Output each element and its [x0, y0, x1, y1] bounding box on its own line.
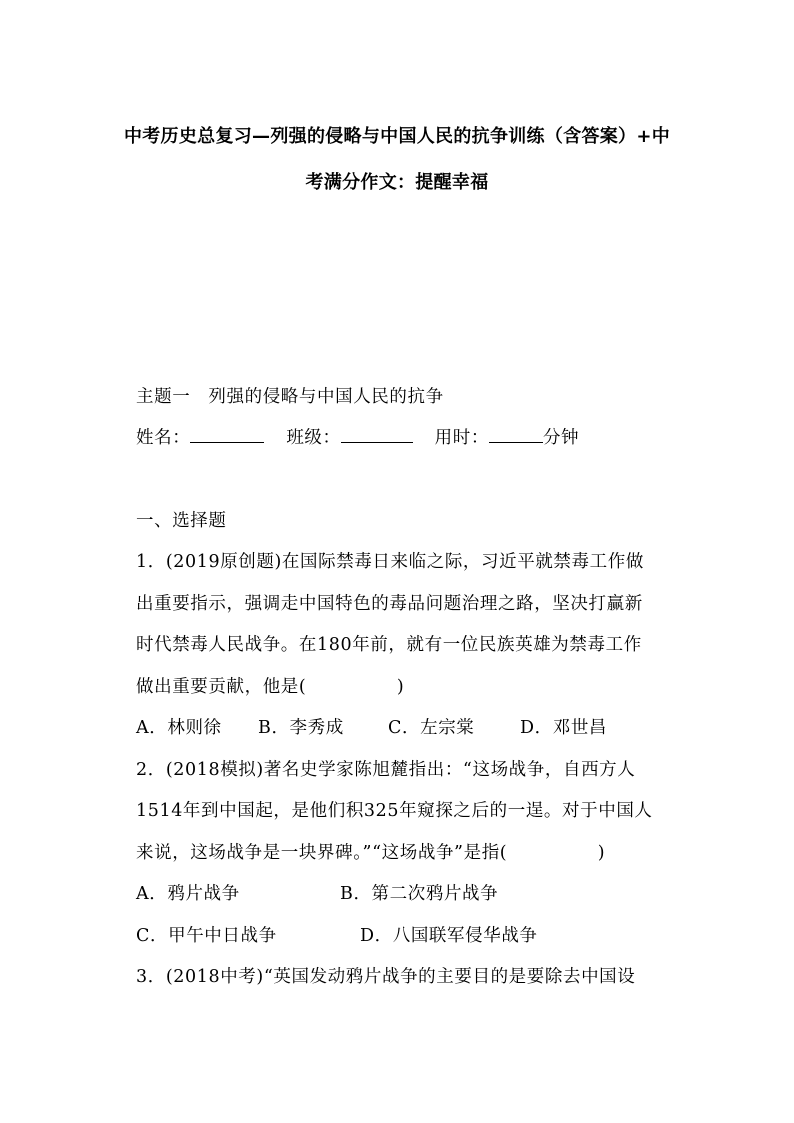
question-text-line: 出重要指示，强调走中国特色的毒品问题治理之路，坚决打赢新	[136, 594, 643, 614]
option-b[interactable]: B．李秀成	[258, 718, 344, 738]
topic-heading: 主题一 列强的侵略与中国人民的抗争	[136, 387, 444, 407]
time-unit: 分钟	[542, 428, 580, 448]
time-label: 用时：	[434, 428, 489, 448]
question-text-line: 1．(2019原创题)在国际禁毒日来临之际，习近平就禁毒工作做	[136, 552, 644, 572]
question-text-line: 3．(2018中考)“英国发动鸦片战争的主要目的是要除去中国设	[136, 967, 636, 987]
option-c[interactable]: C．甲午中日战争	[136, 926, 277, 946]
name-blank[interactable]	[190, 426, 264, 443]
name-label: 姓名：	[136, 428, 191, 448]
class-label: 班级：	[286, 428, 341, 448]
class-blank[interactable]	[341, 426, 413, 443]
question-text-line: 时代禁毒人民战争。在180年前，就有一位民族英雄为禁毒工作	[136, 635, 642, 655]
question-text-line: 2．(2018模拟)著名史学家陈旭麓指出：“这场战争，自西方人	[136, 760, 636, 780]
section-heading: 一、选择题	[136, 511, 227, 531]
time-blank[interactable]	[489, 426, 543, 443]
option-b[interactable]: B．第二次鸦片战争	[340, 884, 499, 904]
question-text-line: 来说，这场战争是一块界碑。”“这场战争”是指( )	[136, 843, 606, 863]
option-d[interactable]: D．邓世昌	[520, 718, 608, 738]
document-title-line-1: 中考历史总复习—列强的侵略与中国人民的抗争训练（含答案）+中	[123, 126, 671, 147]
option-a[interactable]: A．鸦片战争	[136, 884, 240, 904]
option-d[interactable]: D．八国联军侵华战争	[360, 926, 538, 946]
option-c[interactable]: C．左宗棠	[388, 718, 475, 738]
question-text-line: 做出重要贡献，他是( )	[136, 677, 405, 697]
document-title-line-2: 考满分作文：提醒幸福	[305, 172, 489, 193]
student-info-row	[136, 424, 579, 449]
question-text-line: 1514年到中国起，是他们积325年窥探之后的一逞。对于中国人	[136, 801, 653, 821]
option-a[interactable]: A．林则徐	[136, 718, 222, 738]
